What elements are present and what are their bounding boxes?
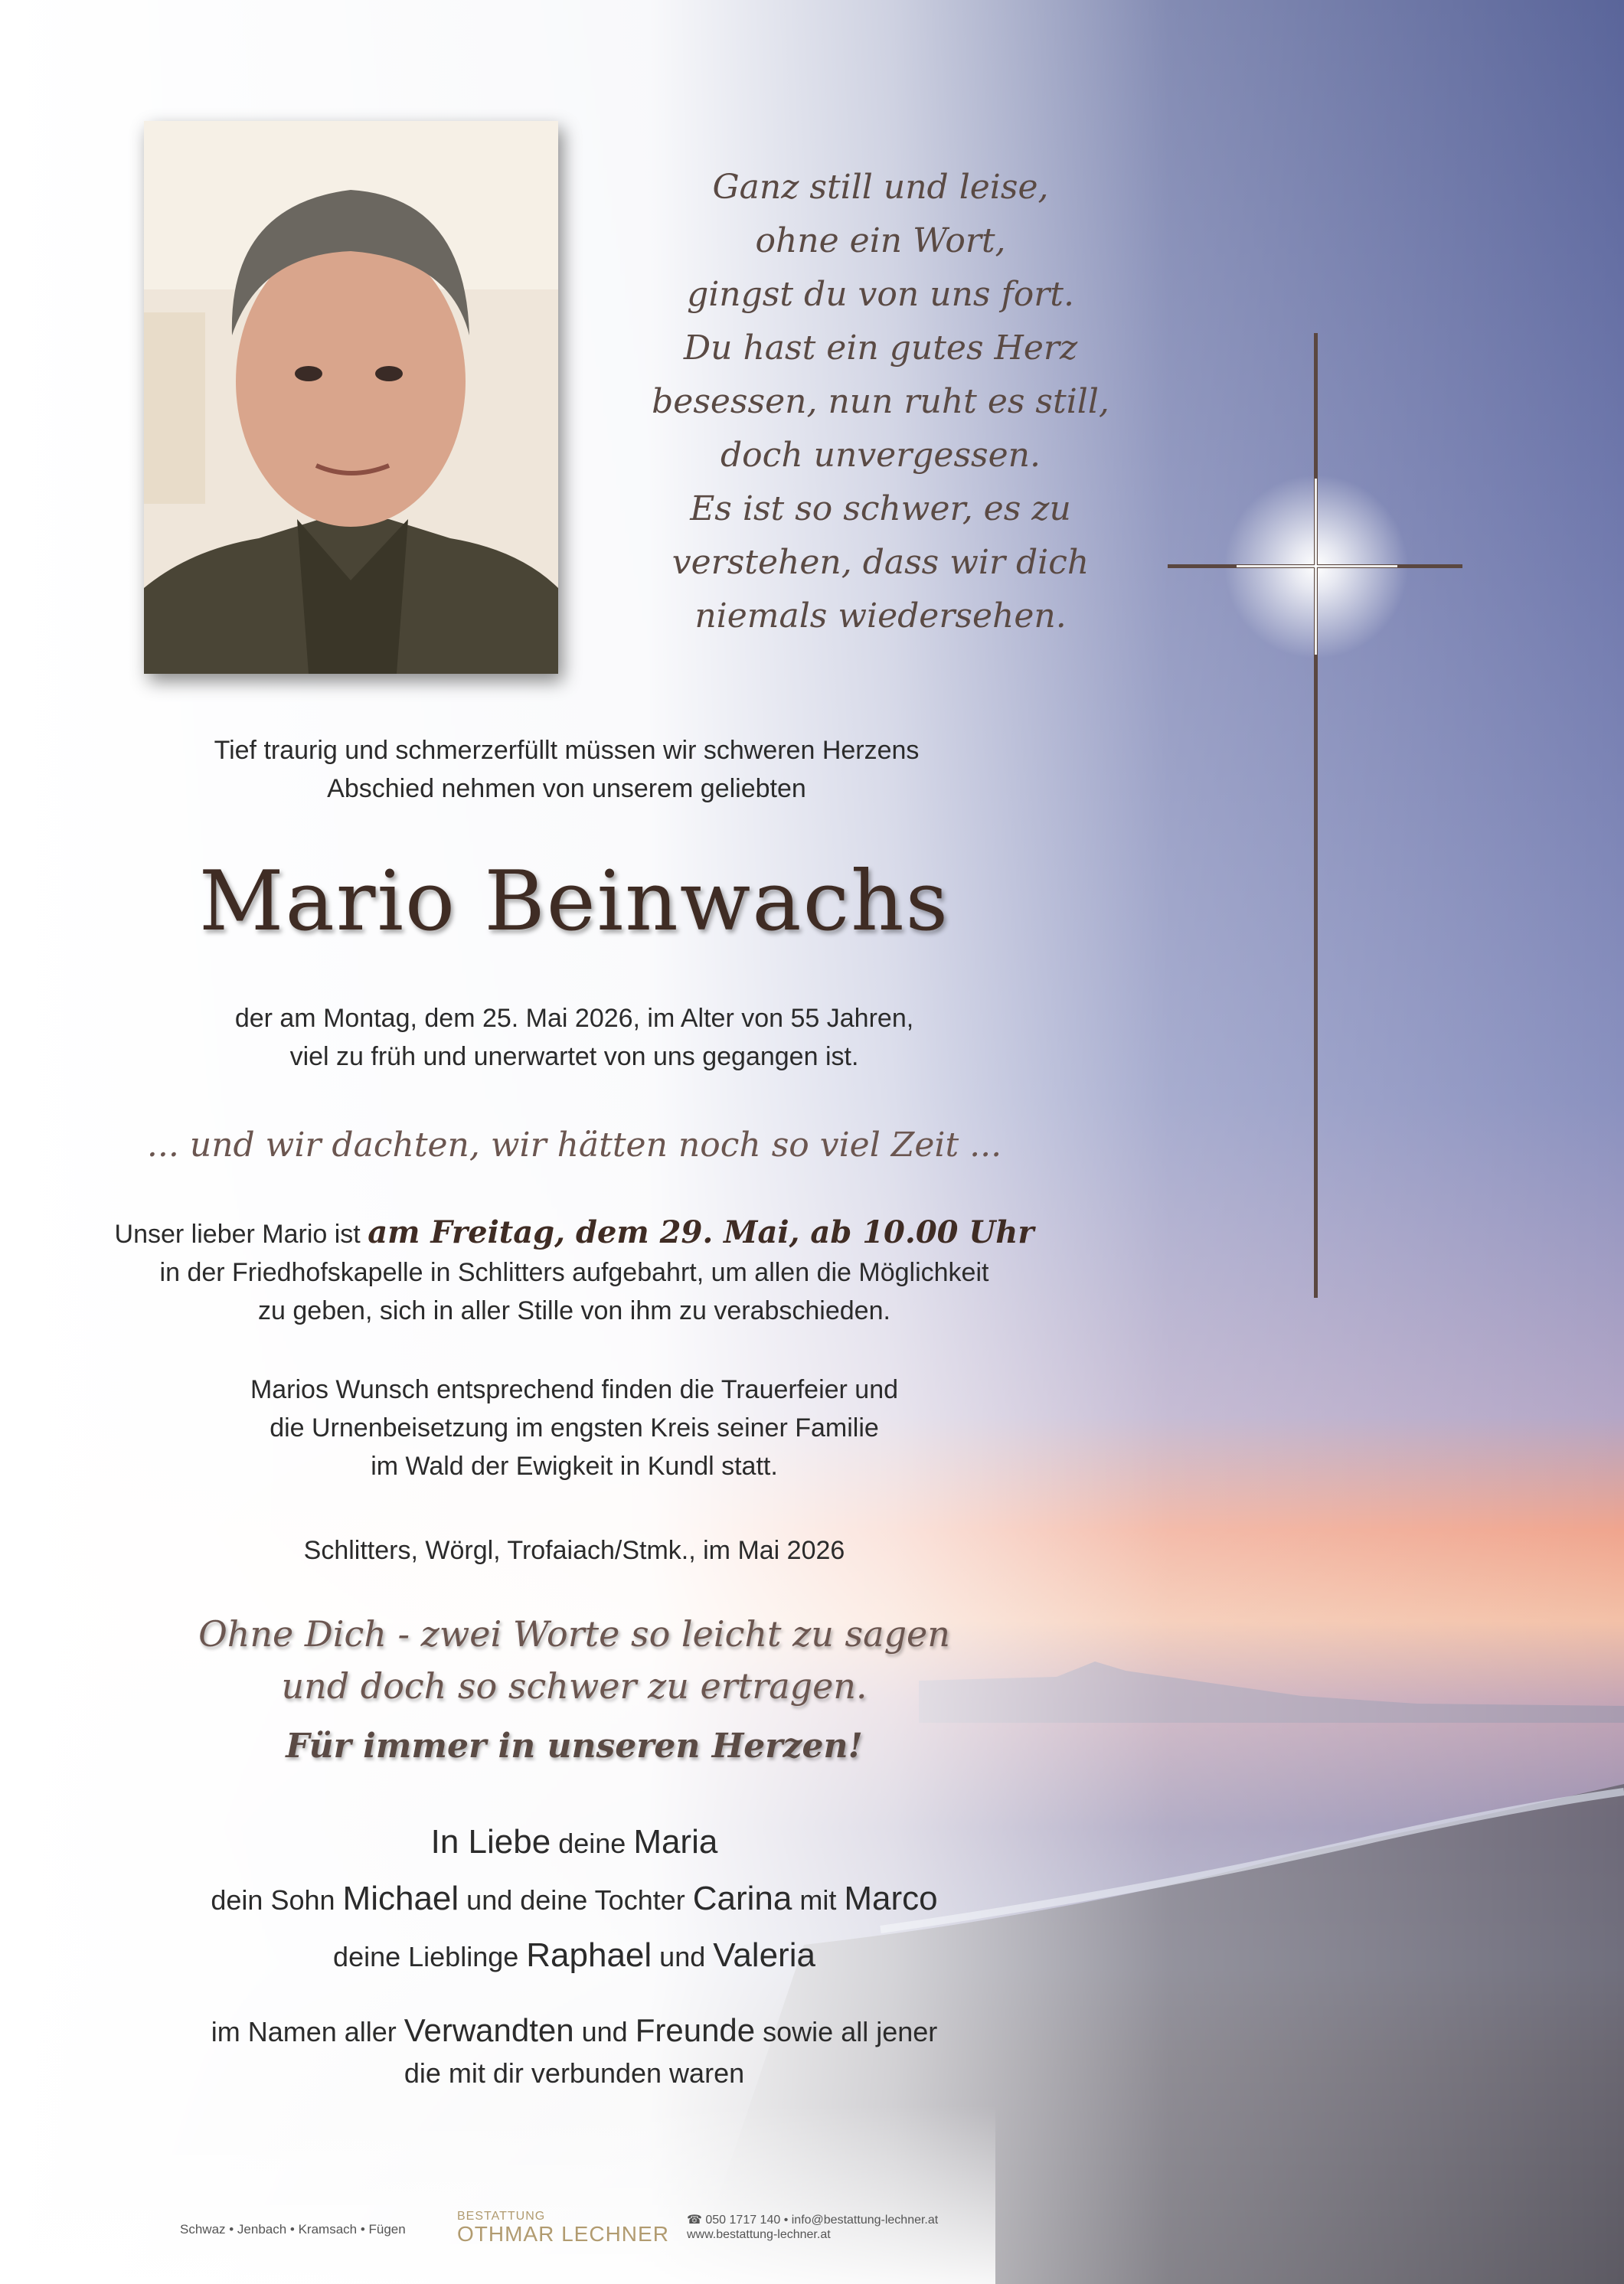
- family-text: mit: [792, 1884, 845, 1916]
- family-line: [115, 1928, 1034, 1985]
- footer-contact: [687, 2213, 938, 2242]
- poem-line: Es ist so schwer, es zu: [690, 489, 1071, 528]
- poem-line: niemals wiedersehen.: [694, 596, 1067, 636]
- family-text: und: [652, 1941, 714, 1972]
- family-text: deine Lieblinge: [333, 1941, 527, 1972]
- quote-time: ... und wir dachten, wir hätten noch so viel Zeit ...: [146, 1126, 1002, 1165]
- funeral-wish: [115, 1371, 1034, 1485]
- quote-without-you: [115, 1608, 1034, 1712]
- place-date: Schlitters, Wörgl, Trofaiach/Stmk., im Mai 2026: [303, 1536, 845, 1565]
- relatives-text: und: [573, 2016, 636, 2047]
- family-name: Raphael: [526, 1936, 652, 1974]
- footer: [180, 2205, 1022, 2251]
- relatives-group: Freunde: [635, 2012, 756, 2048]
- funeral-home-logo: OTHMAR LECHNER: [457, 2222, 669, 2246]
- family-text: In Liebe: [430, 1823, 551, 1861]
- announce-line: viel zu früh und unerwartet von uns gegangen ist.: [289, 1042, 859, 1071]
- relatives-text: sowie all jener: [755, 2016, 938, 2047]
- footer-locations: Schwaz • Jenbach • Kramsach • Fügen: [180, 2222, 406, 2237]
- family-name: Marco: [844, 1880, 938, 1917]
- relatives-line: die mit dir verbunden waren: [404, 2057, 745, 2089]
- family-text: dein Sohn: [211, 1884, 343, 1916]
- quote-line: Ohne Dich - zwei Worte so leicht zu sagen: [198, 1613, 950, 1655]
- intro-text: [130, 731, 1003, 808]
- deceased-name: Mario Beinwachs: [198, 854, 950, 949]
- family-text: deine: [551, 1828, 634, 1859]
- poem: [613, 161, 1149, 643]
- poem-line: verstehen, dass wir dich: [671, 543, 1090, 582]
- family-line: [115, 1871, 1034, 1928]
- intro-line: Abschied nehmen von unserem geliebten: [327, 774, 806, 803]
- funeral-home-logo-top: BESTATTUNG: [457, 2210, 546, 2223]
- footer-website-link[interactable]: www.bestattung-lechner.at: [687, 2228, 831, 2241]
- quote-forever: Für immer in unseren Herzen!: [286, 1727, 863, 1766]
- family-name: Maria: [633, 1823, 718, 1861]
- family-line: [115, 1815, 1034, 1871]
- relatives-signature: [115, 2010, 1034, 2094]
- relatives-group: Verwandten: [404, 2012, 574, 2048]
- quote-line: und doch so schwer zu ertragen.: [281, 1665, 868, 1707]
- family-text: und deine Tochter: [459, 1884, 693, 1916]
- family-name: Michael: [342, 1880, 459, 1917]
- family-name: Valeria: [713, 1936, 815, 1974]
- announce-line: der am Montag, dem 25. Mai 2026, im Alter von 55 Jahren,: [234, 1004, 914, 1033]
- poem-line: ohne ein Wort,: [755, 221, 1006, 260]
- poem-line: doch unvergessen.: [721, 436, 1041, 475]
- glowing-cross-icon: [1168, 333, 1462, 1298]
- portrait-photo: [144, 121, 558, 674]
- poem-line: Ganz still und leise,: [712, 168, 1049, 207]
- footer-phone-email[interactable]: ☎ 050 1717 140 • info@bestattung-lechner.at: [687, 2214, 939, 2227]
- poem-line: besessen, nun ruht es still,: [652, 382, 1109, 421]
- relatives-text: im Namen aller: [211, 2016, 404, 2047]
- viewing-info: [77, 1214, 1072, 1330]
- family-name: Carina: [692, 1880, 792, 1917]
- viewing-datetime: am Freitag, dem 29. Mai, ab 10.00 Uhr: [368, 1214, 1034, 1250]
- wish-line: im Wald der Ewigkeit in Kundl statt.: [371, 1452, 778, 1481]
- intro-line: Tief traurig und schmerzerfüllt müssen wir schweren Herzens: [214, 736, 920, 765]
- wish-line: die Urnenbeisetzung im engsten Kreis seiner Familie: [270, 1413, 879, 1443]
- viewing-line: in der Friedhofskapelle in Schlitters aufgebahrt, um allen die Möglichkeit: [159, 1258, 989, 1287]
- viewing-line: [77, 1214, 1072, 1253]
- death-announcement: [115, 999, 1034, 1076]
- wish-line: Marios Wunsch entsprechend finden die Trauerfeier und: [250, 1375, 899, 1404]
- viewing-line: zu geben, sich in aller Stille von ihm zu verabschieden.: [258, 1296, 890, 1325]
- family-signature: [115, 1815, 1034, 1985]
- poem-line: gingst du von uns fort.: [687, 275, 1074, 314]
- poem-line: Du hast ein gutes Herz: [683, 328, 1078, 368]
- viewing-prefix: Unser lieber Mario ist: [114, 1220, 368, 1249]
- relatives-line: [115, 2010, 1034, 2053]
